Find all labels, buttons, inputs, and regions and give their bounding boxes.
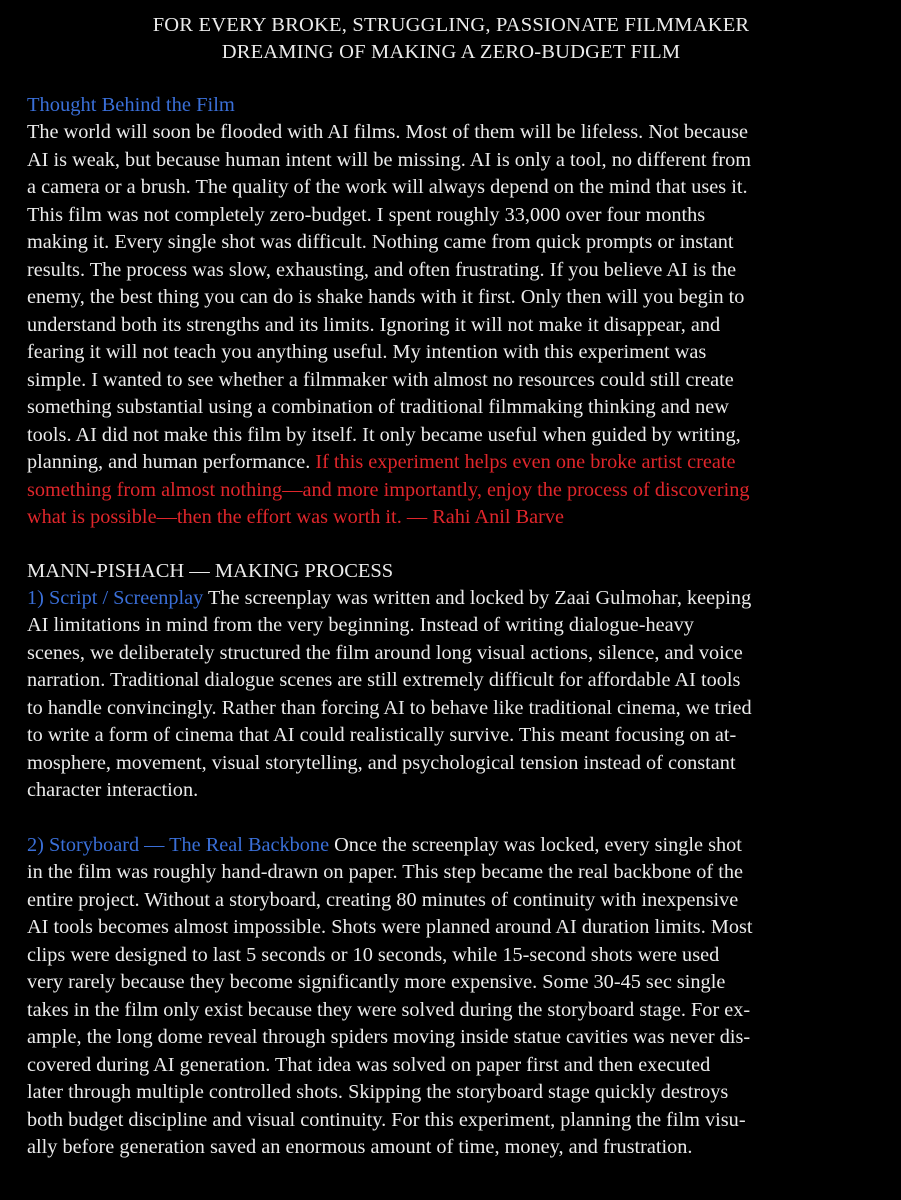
quote-start: If this experiment helps even one broke artist create bbox=[315, 451, 736, 473]
quote-line-2: something from almost nothing—and more importantly, enjoy the process of discovering bbox=[27, 478, 750, 501]
thought-line-1: The world will soon be flooded with AI films. Most of them will be lifeless. Not because bbox=[27, 121, 748, 143]
thought-line-8: understand both its strengths and its limits. Ignoring it will not make it disappear, and bbox=[27, 313, 721, 336]
quote-line-3: what is possible—then the effort was worth it. — Rahi Anil Barve bbox=[27, 506, 564, 528]
step2-line-4: AI tools becomes almost impossible. Shots were planned around AI duration limits. Most bbox=[27, 916, 753, 938]
step1-line-4: narration. Traditional dialogue scenes are still extremely difficult for affordable AI tools bbox=[27, 669, 741, 691]
step2-line-10: later through multiple controlled shots. Skipping the storyboard stage quickly destroys bbox=[27, 1081, 729, 1103]
step2-line-8: ample, the long dome reveal through spiders moving inside statue cavities was never dis- bbox=[27, 1026, 751, 1048]
thought-line-9: fearing it will not teach you anything useful. My intention with this experiment was bbox=[27, 341, 707, 363]
thought-line-3: a camera or a brush. The quality of the work will always depend on the mind that uses it. bbox=[27, 176, 748, 198]
thought-line-5: making it. Every single shot was difficult. Nothing came from quick prompts or instant bbox=[27, 231, 734, 253]
step1-line-7: mosphere, movement, visual storytelling, and psychological tension instead of constant bbox=[27, 751, 736, 774]
step1-paragraph bbox=[27, 585, 875, 805]
thought-line-7: enemy, the best thing you can do is shake hands with it first. Only then will you begin to bbox=[27, 286, 745, 308]
thought-paragraph bbox=[27, 119, 875, 532]
step2-label: 2) Storyboard — The Real Backbone bbox=[27, 833, 330, 856]
step2-line-9: covered during AI generation. That idea was solved on paper first and then executed bbox=[27, 1053, 711, 1076]
process-title: MANN-PISHACH — MAKING PROCESS bbox=[27, 559, 394, 582]
step1-line-8: character interaction. bbox=[27, 779, 199, 801]
step2-line-1 bbox=[27, 832, 875, 860]
step1-line-1-rest: The screenplay was written and locked by Zaai Gulmohar, keeping bbox=[203, 586, 752, 609]
thought-line-11: something substantial using a combination of traditional filmmaking thinking and new bbox=[27, 396, 729, 418]
step2-line-3: entire project. Without a storyboard, creating 80 minutes of continuity with inexpensive bbox=[27, 888, 739, 911]
step2-line-11: both budget discipline and visual continuity. For this experiment, planning the film visu- bbox=[27, 1108, 746, 1131]
step2-line-2: in the film was roughly hand-drawn on paper. This step became the real backbone of the bbox=[27, 861, 744, 883]
thought-line-2: AI is weak, but because human intent will be missing. AI is only a tool, no different from bbox=[27, 148, 751, 171]
step1-line-5: to handle convincingly. Rather than forcing AI to behave like traditional cinema, we tried bbox=[27, 696, 752, 719]
step1-line-6: to write a form of cinema that AI could realistically survive. This meant focusing on at- bbox=[27, 724, 737, 746]
thought-line-13 bbox=[27, 449, 875, 477]
header-line-2: DREAMING OF MAKING A ZERO-BUDGET FILM bbox=[221, 41, 681, 63]
thought-line-10: simple. I wanted to see whether a filmmaker with almost no resources could still create bbox=[27, 368, 734, 391]
page-header bbox=[27, 12, 875, 66]
step1-line-3: scenes, we deliberately structured the film around long visual actions, silence, and voice bbox=[27, 641, 743, 664]
step1-line-1 bbox=[27, 585, 875, 613]
step2-line-6: very rarely because they become significantly more expensive. Some 30-45 sec single bbox=[27, 971, 726, 993]
thought-line-4: This film was not completely zero-budget. I spent roughly 33,000 over four months bbox=[27, 203, 706, 226]
document-page bbox=[27, 12, 875, 1162]
step2-line-5: clips were designed to last 5 seconds or 10 seconds, while 15-second shots were used bbox=[27, 943, 720, 966]
step1-line-2: AI limitations in mind from the very beginning. Instead of writing dialogue-heavy bbox=[27, 614, 694, 636]
thought-line-6: results. The process was slow, exhausting, and often frustrating. If you believe AI is the bbox=[27, 258, 737, 281]
step2-line-12: ally before generation saved an enormous amount of time, money, and frustration. bbox=[27, 1136, 693, 1158]
thought-heading: Thought Behind the Film bbox=[27, 94, 235, 116]
thought-line-13-normal: planning, and human performance. bbox=[27, 451, 316, 473]
thought-line-12: tools. AI did not make this film by itself. It only became useful when guided by writing, bbox=[27, 423, 741, 446]
step2-paragraph bbox=[27, 832, 875, 1162]
step1-label: 1) Script / Screenplay bbox=[27, 586, 204, 609]
step2-line-7: takes in the film only exist because they were solved during the storyboard stage. For ex- bbox=[27, 998, 751, 1021]
header-line-1: FOR EVERY BROKE, STRUGGLING, PASSIONATE FILMMAKER bbox=[152, 14, 750, 36]
step2-line-1-rest: Once the screenplay was locked, every single shot bbox=[329, 833, 742, 856]
